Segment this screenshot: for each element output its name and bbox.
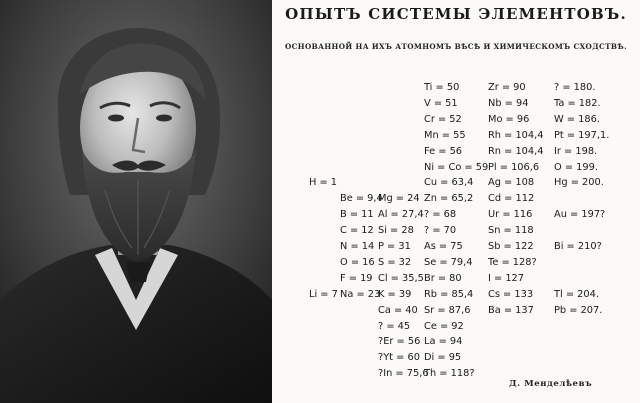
element-entry: Ba = 137 xyxy=(488,304,534,316)
element-entry: Si = 28 xyxy=(378,225,414,237)
element-entry: Ce = 92 xyxy=(424,320,464,332)
element-entry: Te = 128? xyxy=(488,256,537,268)
element-entry: Se = 79,4 xyxy=(424,256,473,268)
element-entry: Mg = 24 xyxy=(378,193,420,205)
element-entry: ?Er = 56 xyxy=(378,336,421,348)
element-entry: S = 32 xyxy=(378,256,412,268)
element-entry: Ag = 108 xyxy=(488,177,535,189)
element-entry: N = 14 xyxy=(340,241,375,252)
element-entry: Cd = 112 xyxy=(488,193,535,205)
element-entry: Sb = 122 xyxy=(488,241,534,252)
element-entry: Pt = 197,1. xyxy=(554,129,610,141)
element-entry: Zr = 90 xyxy=(488,82,526,93)
element-entry: Ur = 116 xyxy=(488,209,533,221)
element-entry: Cr = 52 xyxy=(424,113,462,125)
element-entry: ? = 68 xyxy=(424,209,457,221)
element-entry: B = 11 xyxy=(340,209,374,221)
element-entry: Nb = 94 xyxy=(488,97,529,109)
element-entry: Be = 9,4 xyxy=(340,193,383,205)
element-entry: Fe = 56 xyxy=(424,145,463,157)
element-entry: O = 16 xyxy=(340,256,375,268)
element-entry: Rh = 104,4 xyxy=(488,129,544,141)
element-entry: Pb = 207. xyxy=(554,304,603,316)
element-entry: V = 51 xyxy=(424,97,458,109)
element-entry: Rn = 104,4 xyxy=(488,145,544,157)
element-entry: ? = 180. xyxy=(554,82,596,93)
element-entry: Cu = 63,4 xyxy=(424,177,474,189)
element-entry: Bi = 210? xyxy=(554,241,602,252)
element-entry: Th = 118? xyxy=(424,368,475,380)
element-entry: Ir = 198. xyxy=(554,145,598,157)
element-entry: Sn = 118 xyxy=(488,225,534,237)
element-entry: Au = 197? xyxy=(554,209,606,221)
document-subtitle: ОСНОВАННОЙ НА ИХЪ АТОМНОМЪ ВѢСѢ И ХИМИЧЕСКОМЪ СХОДСТВѢ. xyxy=(285,42,627,51)
element-entry: Cs = 133 xyxy=(488,288,534,300)
element-entry: Ca = 40 xyxy=(378,304,418,316)
element-entry: Na = 23 xyxy=(340,288,381,300)
element-entry: Ta = 182. xyxy=(554,97,601,109)
document-title: ОПЫТЪ СИСТЕМЫ ЭЛЕМЕНТОВЪ. xyxy=(285,5,627,23)
element-entry: Hg = 200. xyxy=(554,177,604,189)
portrait-illustration xyxy=(0,0,272,403)
element-entry: As = 75 xyxy=(424,241,463,252)
element-entry: O = 199. xyxy=(554,161,598,173)
element-entry: P = 31 xyxy=(378,241,411,252)
element-entry: I = 127 xyxy=(488,272,525,284)
element-entry: ?Yt = 60 xyxy=(378,352,420,364)
element-entry: ? = 70 xyxy=(424,225,457,237)
signature: Д. Менделѣевъ xyxy=(509,379,593,389)
element-entry: Ni = Co = 59 xyxy=(424,161,489,173)
element-entry: La = 94 xyxy=(424,336,463,348)
element-entry: Pl = 106,6 xyxy=(488,161,540,173)
element-entry: ?In = 75,6 xyxy=(378,368,429,380)
element-entry: Cl = 35,5 xyxy=(378,272,424,284)
element-entry: Rb = 85,4 xyxy=(424,288,474,300)
portrait-photo xyxy=(0,0,272,403)
element-entry: Mn = 55 xyxy=(424,129,466,141)
element-entry: Li = 7 xyxy=(309,288,338,300)
element-entry: ? = 45 xyxy=(378,320,411,332)
element-entry: Tl = 204. xyxy=(554,288,599,300)
element-entry: C = 12 xyxy=(340,225,374,237)
element-entry: W = 186. xyxy=(554,113,600,125)
element-entry: Sr = 87,6 xyxy=(424,304,471,316)
element-entry: Di = 95 xyxy=(424,352,462,364)
element-entry: Zn = 65,2 xyxy=(424,193,474,205)
element-entry: K = 39 xyxy=(378,288,412,300)
element-entry: Al = 27,4 xyxy=(378,209,424,221)
element-entry: Br = 80 xyxy=(424,272,462,284)
periodic-table-sheet xyxy=(272,0,640,403)
element-entry: Ti = 50 xyxy=(424,82,460,93)
element-entry: H = 1 xyxy=(309,177,338,189)
element-entry: Mo = 96 xyxy=(488,113,530,125)
element-entry: F = 19 xyxy=(340,272,373,284)
